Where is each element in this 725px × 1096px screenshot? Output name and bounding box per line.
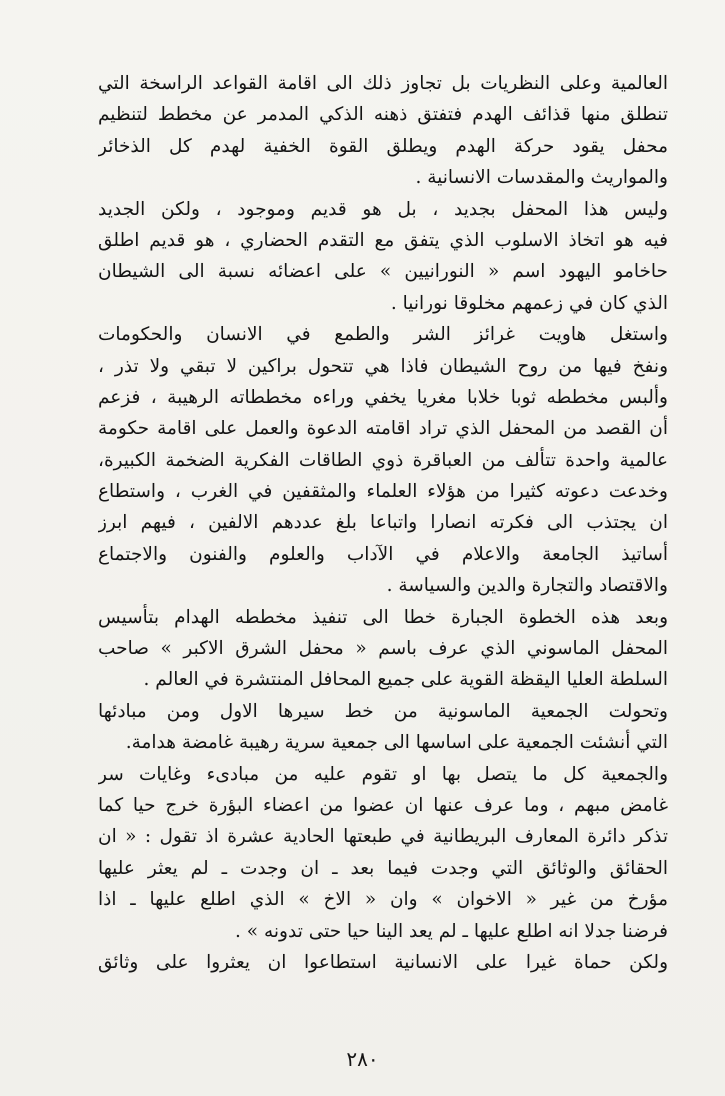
text-line: وألبس مخططه ثوبا خلابا مغريا يخفي وراءه مخططاته الرهيبة ، فزعم <box>98 386 668 408</box>
text-line: تنطلق منها قذائف الهدم فتفتق ذهنه الذكي المدمر عن مخطط لتنظيم <box>98 104 668 126</box>
text-line: حاخامو اليهود اسم « النورانيين » على اعضائه نسبة الى الشيطان <box>98 261 668 283</box>
body-text <box>98 68 668 978</box>
text-line: ولكن حماة غيرا على الانسانية استطاعوا ان يعثروا على وثائق <box>98 951 668 973</box>
text-line: تذكر دائرة المعارف البريطانية في طبعتها الحادية عشرة اذ تقول : « ان <box>98 826 668 848</box>
text-line: غامض مبهم ، وما عرف عنها ان عضوا من اعضاء البؤرة خرج حيا كما <box>98 794 668 816</box>
text-line: ونفخ فيها من روح الشيطان فاذا هي تتحول براكين لا تبقي ولا تذر ، <box>98 355 668 377</box>
text-line: ان يجتذب الى فكرته انصارا واتباعا بلغ عددهم الالفين ، فيهم ابرز <box>98 512 668 534</box>
text-line: وليس هذا المحفل بجديد ، بل هو قديم وموجود ، ولكن الجديد <box>98 198 668 220</box>
text-line: والجمعية كل ما يتصل بها او تقوم عليه من مبادىء وغايات سر <box>98 763 668 785</box>
paragraph <box>98 319 668 602</box>
text-line: واستغل هاويت غرائز الشر والطمع في الانسان والحكومات <box>98 324 668 346</box>
text-line: السلطة العليا اليقظة القوية على جميع المحافل المنتشرة في العالم . <box>143 669 668 691</box>
text-line: مؤرخ من غير « الاخوان » وان « الاخ » الذي اطلع عليها ـ اذا <box>98 889 668 911</box>
paragraph <box>98 68 668 194</box>
paragraph <box>98 602 668 696</box>
text-line: المحفل الماسوني الذي عرف باسم « محفل الشرق الاكبر » صاحب <box>98 638 668 660</box>
text-line: وخدعت دعوته كثيرا من هؤلاء العلماء والمثقفين في الغرب ، واستطاع <box>98 481 668 503</box>
text-line: محفل يقود حركة الهدم ويطلق القوة الخفية لهدم كل الذخائر <box>98 135 668 157</box>
text-line: التي أنشئت الجمعية على اساسها الى جمعية سرية رهيبة غامضة هدامة. <box>125 732 668 754</box>
text-line: الحقائق والوثائق التي وجدت فيما بعد ـ ان وجدت ـ لم يعثر عليها <box>98 857 668 879</box>
page-number: ٢٨٠ <box>346 1047 379 1071</box>
text-line: عالمية واحدة تتألف من العباقرة ذوي الطاقات الفكرية الضخمة الكبيرة، <box>98 449 668 471</box>
text-line: وتحولت الجمعية الماسونية من خط سيرها الاول ومن مبادئها <box>98 700 668 722</box>
paragraph <box>98 759 668 947</box>
text-line: أساتيذ الجامعة والاعلام في الآداب والعلوم والفنون والاجتماع <box>98 543 668 565</box>
text-line: الذي كان في زعمهم مخلوقا نورانيا . <box>390 292 668 314</box>
paragraph <box>98 194 668 320</box>
text-line: والمواريث والمقدسات الانسانية . <box>415 167 668 189</box>
text-line: فيه هو اتخاذ الاسلوب الذي يتفق مع التقدم الحضاري ، هو قديم اطلق <box>98 229 668 251</box>
paragraph <box>98 696 668 759</box>
text-line: العالمية وعلى النظريات بل تجاوز ذلك الى اقامة القواعد الراسخة التي <box>98 73 668 94</box>
text-line: وبعد هذه الخطوة الجبارة خطا الى تنفيذ مخططه الهدام بتأسيس <box>98 606 668 628</box>
text-line: أن القصد من المحفل الذي تراد اقامته الدعوة والعمل على اقامة حكومة <box>98 418 668 440</box>
text-line: والاقتصاد والتجارة والدين والسياسة . <box>386 575 668 597</box>
paragraph <box>98 947 668 978</box>
text-line: فرضنا جدلا انه اطلع عليها ـ لم يعد الينا حيا حتى تدونه » . <box>235 920 668 942</box>
